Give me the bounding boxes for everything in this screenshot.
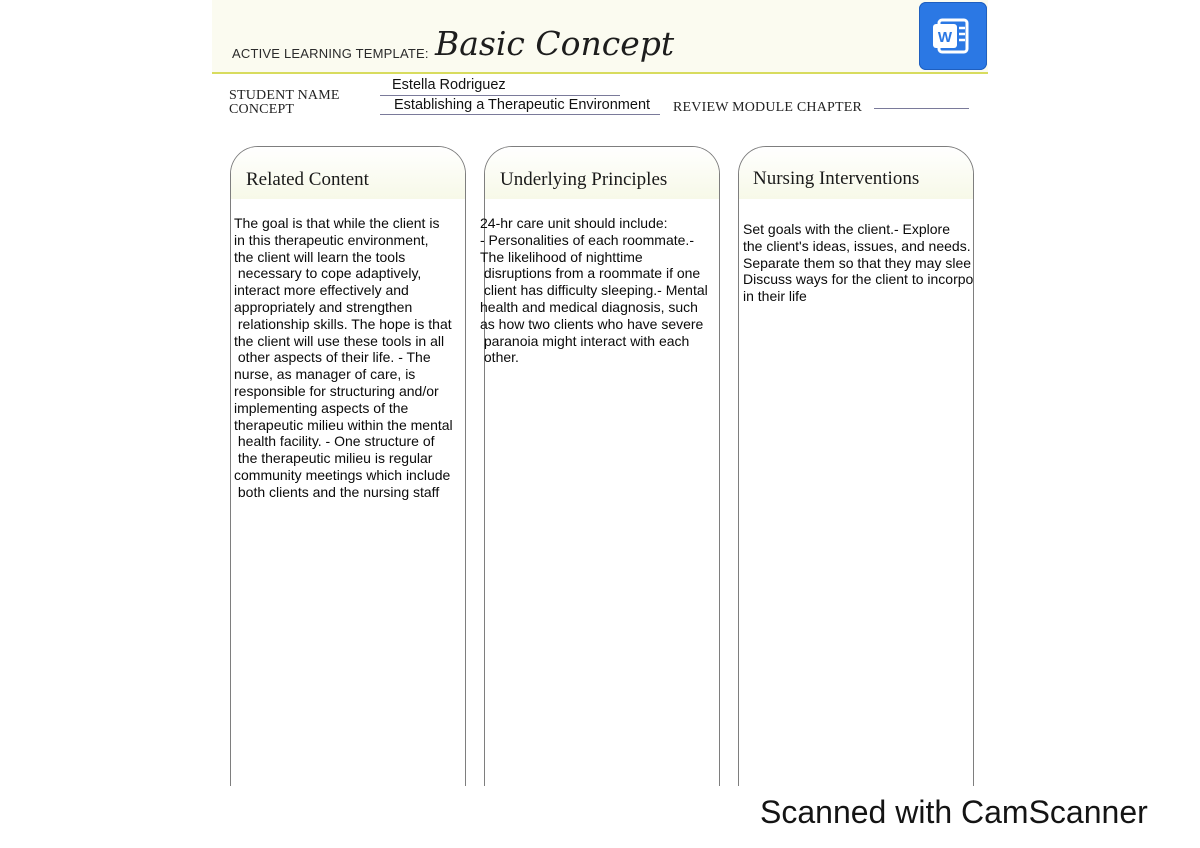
student-name-line: [380, 95, 620, 96]
underlying-principles-column: [480, 146, 720, 786]
student-name-label: STUDENT NAME: [229, 88, 340, 103]
word-logo-icon: [919, 2, 987, 70]
related-content-text: The goal is that while the client is in this therapeutic environment, the client will learn the tools necessary to cope adaptively, interact more effectively and appropriately and strengthen relationship skills. The hope is that the client will use these tools in all other aspects of their life. - The nurse, as manager of care, is responsible for structuring and/or implementing aspects of the therapeutic milieu within the mental health facility. - One structure of the therapeutic milieu is regular community meetings which include both clients and the nursing staff: [234, 215, 453, 500]
related-content-title: Related Content: [246, 169, 369, 190]
concept-label: CONCEPT: [229, 102, 295, 117]
template-label: ACTIVE LEARNING TEMPLATE:: [232, 46, 429, 61]
nursing-interventions-title: Nursing Interventions: [753, 168, 920, 189]
microsoft-word-icon[interactable]: [919, 2, 987, 70]
template-header: [212, 0, 988, 74]
word-icon-letter: W: [937, 29, 953, 46]
review-module-label: REVIEW MODULE CHAPTER: [673, 100, 863, 115]
concept-value: Establishing a Therapeutic Environment: [394, 97, 651, 113]
concept-line: [380, 114, 660, 115]
student-name-value: Estella Rodriguez: [392, 77, 506, 93]
camscanner-watermark: Scanned with CamScanner: [760, 794, 1148, 830]
template-title: Basic Concept: [435, 24, 675, 63]
nursing-interventions-column: [738, 146, 974, 786]
underlying-principles-title: Underlying Principles: [500, 169, 668, 190]
underlying-principles-text: 24-hr care unit should include: - Personalities of each roommate.- The likelihood of nighttime disruptions from a roommate if one client has difficulty sleeping.- Mental health and medical diagnosis, such as how two clients who have severe paranoia might interact with each other.: [480, 215, 708, 366]
review-module-line: [874, 108, 969, 109]
nursing-interventions-text: Set goals with the client.- Explore the client's ideas, issues, and needs. Separate them so that they may slee Discuss ways for the client to incorpo in their life: [743, 221, 974, 305]
related-content-column: [230, 146, 466, 786]
